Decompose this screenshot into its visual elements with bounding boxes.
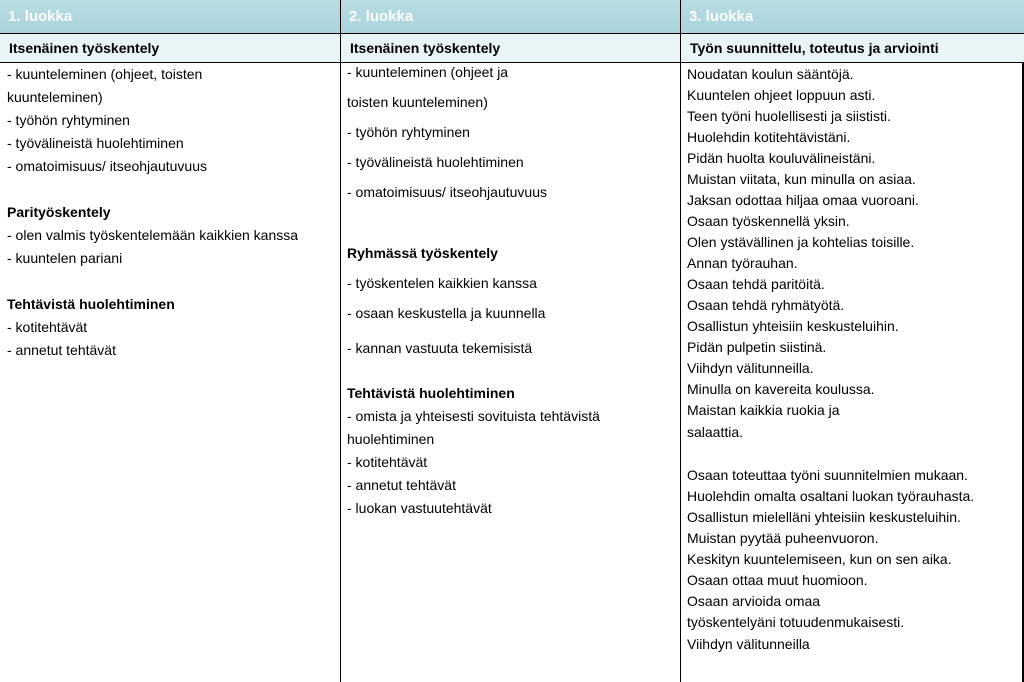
text-line: - omatoimisuus/ itseohjautuvuus — [7, 158, 207, 174]
text-line: - kuuntelen pariani — [7, 250, 123, 266]
column-header: 1. luokka — [0, 0, 340, 33]
text-line: Osallistun yhteisiin keskusteluihin. — [687, 318, 899, 334]
text-line: Pidän huolta kouluvälineistäni. — [687, 150, 876, 166]
column-body — [681, 63, 1024, 682]
column-subheader: Itsenäinen työskentely — [0, 34, 340, 62]
text-line: Osaan toteuttaa työni suunnitelmien mukaan. — [687, 467, 968, 483]
text-line: - työvälineistä huolehtiminen — [347, 154, 524, 170]
text-line: - olen valmis työskentelemään kaikkien kanssa — [7, 227, 299, 243]
text-line: Viihdyn välitunneilla. — [687, 360, 814, 376]
column-grade-3 — [681, 0, 1024, 682]
text-line: Minulla on kavereita koulussa. — [687, 381, 875, 397]
column-subheader: Työn suunnittelu, toteutus ja arviointi — [681, 34, 1024, 62]
text-line: Teen työni huolellisesti ja siististi. — [687, 108, 891, 124]
text-line: - annetut tehtävät — [347, 477, 456, 493]
text-line: - kuunteleminen (ohjeet, toisten — [7, 66, 203, 82]
text-line: Noudatan koulun sääntöjä. — [687, 66, 854, 82]
column-header: 2. luokka — [341, 0, 680, 33]
text-line: - kotitehtävät — [347, 454, 428, 470]
text-line: Osaan ottaa muut huomioon. — [687, 572, 868, 588]
column-header: 3. luokka — [681, 0, 1024, 33]
text-line: Keskityn kuuntelemiseen, kun on sen aika. — [687, 551, 952, 567]
text-line: - omista ja yhteisesti sovituista tehtävistä — [347, 408, 600, 424]
text-line: - luokan vastuutehtävät — [347, 500, 492, 516]
text-line: - kotitehtävät — [7, 319, 88, 335]
text-line: - kuunteleminen (ohjeet ja — [347, 64, 509, 80]
text-line: - työhön ryhtyminen — [7, 112, 130, 128]
text-line: Osaan työskennellä yksin. — [687, 213, 850, 229]
column-grade-1 — [0, 0, 340, 682]
text-line: Muistan viitata, kun minulla on asiaa. — [687, 171, 916, 187]
section-heading: Parityöskentely — [7, 204, 111, 220]
text-line: Maistan kaikkia ruokia ja — [687, 402, 840, 418]
column-subheader: Itsenäinen työskentely — [341, 34, 680, 62]
section-heading: Tehtävistä huolehtiminen — [7, 296, 175, 312]
text-line: - omatoimisuus/ itseohjautuvuus — [347, 184, 547, 200]
text-line: salaattia. — [687, 424, 744, 440]
text-line: Viihdyn välitunneilla — [687, 636, 810, 652]
text-line: Kuuntelen ohjeet loppuun asti. — [687, 87, 876, 103]
column-body — [341, 63, 680, 682]
text-line: - osaan keskustella ja kuunnella — [347, 305, 546, 321]
text-line: - kannan vastuuta tekemisistä — [347, 340, 533, 356]
text-line: - annetut tehtävät — [7, 342, 116, 358]
text-line: toisten kuunteleminen) — [347, 94, 488, 110]
text-line: Osaan tehdä paritöitä. — [687, 276, 825, 292]
text-line: - työhön ryhtyminen — [347, 124, 470, 140]
section-heading: Ryhmässä työskentely — [347, 245, 498, 261]
text-line: Huolehdin kotitehtävistäni. — [687, 129, 851, 145]
text-line: - työvälineistä huolehtiminen — [7, 135, 184, 151]
text-line: työskentelyäni totuudenmukaisesti. — [687, 614, 905, 630]
text-line: huolehtiminen — [347, 431, 435, 447]
text-line: Osaan tehdä ryhmätyötä. — [687, 297, 845, 313]
section-heading: Tehtävistä huolehtiminen — [347, 385, 515, 401]
text-line: - työskentelen kaikkien kanssa — [347, 275, 537, 291]
column-grade-2 — [341, 0, 680, 682]
text-line: Jaksan odottaa hiljaa omaa vuoroani. — [687, 192, 919, 208]
text-line: Olen ystävällinen ja kohtelias toisille. — [687, 234, 915, 250]
column-body — [0, 63, 340, 682]
text-line: kuunteleminen) — [7, 89, 103, 105]
text-line: Annan työrauhan. — [687, 255, 798, 271]
text-line: Osallistun mielelläni yhteisiin keskusteluihin. — [687, 509, 961, 525]
text-line: Huolehdin omalta osaltani luokan työrauhasta. — [687, 488, 975, 504]
text-line: Muistan pyytää puheenvuoron. — [687, 530, 879, 546]
text-line: Pidän pulpetin siistinä. — [687, 339, 827, 355]
text-line: Osaan arvioida omaa — [687, 593, 821, 609]
